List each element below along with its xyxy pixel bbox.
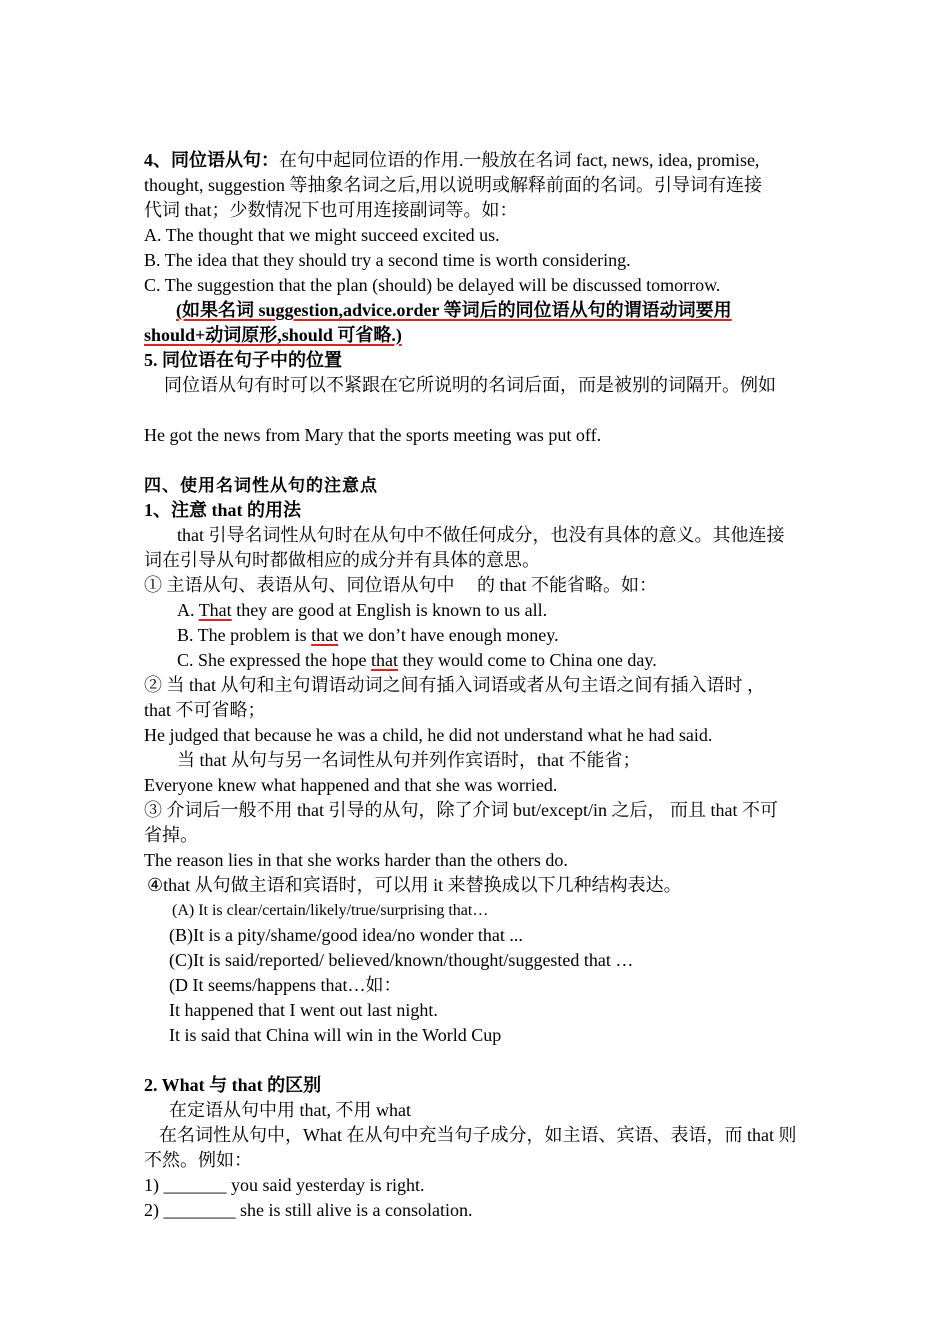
rule1-a-post: they are good at English is known to us all. — [231, 600, 548, 620]
rule1-b-pre: B. The problem is — [177, 625, 312, 645]
section4-desc-line1: 在句中起同位语的作用.一般放在名词 fact, news, idea, promise, — [279, 150, 760, 170]
rule3-line2: 省掉。 — [144, 825, 198, 845]
rule1-c-mark: that — [370, 650, 398, 670]
rule1-a-pre: A. — [177, 600, 199, 620]
spacer — [144, 1048, 814, 1073]
section5-title: 5. 同位语在句子中的位置 — [144, 350, 342, 370]
rule4-b: (B)It is a pity/shame/good idea/no wonder that ... — [169, 925, 523, 945]
rule2-example: He judged that because he was a child, he did not understand what he had said. — [144, 725, 713, 745]
spacer — [144, 398, 814, 423]
sub1-title: 1、注意 that 的用法 — [144, 500, 301, 520]
rule4-a: (A) It is clear/certain/likely/true/surprising that… — [172, 902, 489, 919]
rule1-example-b — [144, 623, 814, 648]
note-text-1: (如果名词 suggestion,advice.order 等词后的同位语从句的谓语动词要用 — [176, 300, 732, 320]
section4-example-b: B. The idea that they should try a second time is worth considering. — [144, 250, 631, 270]
rule2b-example: Everyone knew what happened and that she was worried. — [144, 775, 558, 795]
section4-line1 — [144, 148, 814, 173]
section5-example: He got the news from Mary that the sports meeting was put off. — [144, 425, 602, 445]
sub2-desc3: 不然。例如： — [144, 1150, 252, 1170]
section5-desc: 同位语从句有时可以不紧跟在它所说明的名词后面，而是被别的词隔开。例如 — [164, 375, 776, 395]
rule4-example2: It is said that China will win in the World Cup — [169, 1025, 502, 1045]
rule1-example-c — [144, 648, 814, 673]
sub1-desc2: 词在引导从句时都做相应的成分并有具体的意思。 — [144, 550, 540, 570]
rule2-line2: that 不可省略； — [144, 700, 266, 720]
section4-title: 4、同位语从句： — [144, 150, 279, 170]
rule4-example1: It happened that I went out last night. — [169, 1000, 438, 1020]
question-1: 1) _______ you said yesterday is right. — [144, 1175, 425, 1195]
section4-example-a: A. The thought that we might succeed excited us. — [144, 225, 500, 245]
spacer — [144, 448, 814, 473]
sub2-desc1: 在定语从句中用 that, 不用 what — [169, 1100, 411, 1120]
rule1-c-post: they would come to China one day. — [397, 650, 657, 670]
rule4-d: (D It seems/happens that…如： — [169, 975, 402, 995]
section4-note-line1 — [144, 298, 814, 323]
rule2b: 当 that 从句与另一名词性从句并列作宾语时，that 不能省； — [177, 750, 641, 770]
section4-note-line2 — [144, 323, 814, 348]
sub2-title: 2. What 与 that 的区别 — [144, 1075, 322, 1095]
rule3-line1: ③ 介词后一般不用 that 引导的从句，除了介词 but/except/in 之后， 而且 that 不可 — [144, 800, 778, 820]
rule2-line1: ② 当 that 从句和主句谓语动词之间有插入词语或者从句主语之间有插入语时 ， — [144, 675, 765, 695]
rule1-example-a — [144, 598, 814, 623]
rule4-c: (C)It is said/reported/ believed/known/thought/suggested that … — [169, 950, 634, 970]
rule1-b-post: we don’t have enough money. — [338, 625, 559, 645]
part4-title: 四、使用名词性从句的注意点 — [144, 476, 378, 495]
sub2-desc2: 在名词性从句中，What 在从句中充当句子成分，如主语、宾语、表语，而 that 则 — [159, 1125, 797, 1145]
rule1: ① 主语从句、表语从句、同位语从句中 的 that 不能省略。如： — [144, 575, 657, 595]
rule1-b-mark: that — [311, 625, 339, 645]
question-2: 2) ________ she is still alive is a consolation. — [144, 1200, 473, 1220]
sub1-desc1: that 引导名词性从句时在从句中不做任何成分，也没有具体的意义。其他连接 — [177, 525, 785, 545]
rule1-a-mark: That — [198, 600, 232, 620]
rule1-c-pre: C. She expressed the hope — [177, 650, 371, 670]
note-text-2: should+动词原形,should 可省略.) — [144, 325, 402, 345]
section4-desc-line2: thought, suggestion 等抽象名词之后,用以说明或解释前面的名词。引导词有连接 — [144, 175, 763, 195]
rule4: ④that 从句做主语和宾语时，可以用 it 来替换成以下几种结构表达。 — [147, 875, 682, 895]
section4-example-c: C. The suggestion that the plan (should) be delayed will be discussed tomorrow. — [144, 275, 721, 295]
section4-desc-line3: 代词 that；少数情况下也可用连接副词等。如： — [144, 200, 518, 220]
rule3-example: The reason lies in that she works harder than the others do. — [144, 850, 568, 870]
document-page — [144, 148, 814, 1223]
